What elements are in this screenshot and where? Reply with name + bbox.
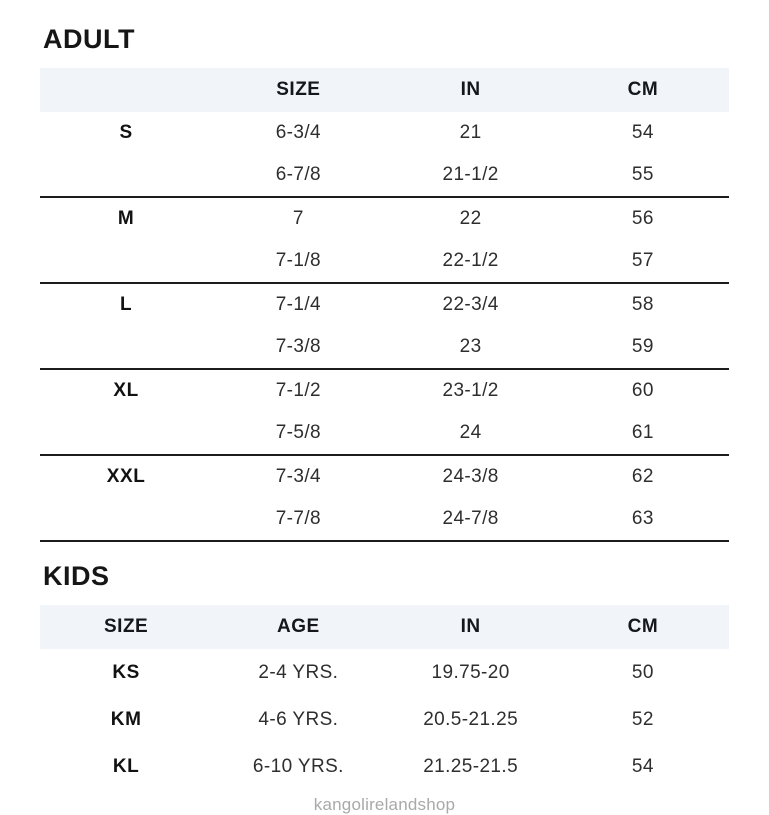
adult-table-value-cell: 23 bbox=[385, 326, 557, 369]
adult-col-in: IN bbox=[385, 68, 557, 112]
adult-table-value-cell: 24-7/8 bbox=[385, 498, 557, 541]
adult-table-value-cell: 7-3/8 bbox=[212, 326, 384, 369]
kids-col-age: AGE bbox=[212, 605, 384, 649]
adult-table-size-label-cell: S bbox=[119, 122, 133, 143]
adult-table-row bbox=[40, 154, 729, 197]
adult-table-size-label-cell bbox=[40, 498, 212, 541]
kids-table-size-label-cell: KS bbox=[112, 661, 140, 683]
kids-col-in: IN bbox=[385, 605, 557, 649]
adult-table-value-cell: 55 bbox=[557, 154, 729, 197]
adult-table-value-cell: 57 bbox=[557, 240, 729, 283]
kids-table-value-cell: 52 bbox=[631, 708, 654, 730]
adult-table-value-cell: 21-1/2 bbox=[385, 154, 557, 197]
adult-table-size-label-cell bbox=[40, 240, 212, 283]
kids-table-value-cell: 21.25-21.5 bbox=[423, 755, 519, 777]
adult-table-value-cell: 6-3/4 bbox=[275, 122, 322, 143]
adult-table-value-cell: 23-1/2 bbox=[442, 380, 499, 401]
kids-table-value-cell: 6-10 YRS. bbox=[252, 755, 344, 777]
kids-table-size-label-cell: KL bbox=[112, 755, 140, 777]
adult-size-table bbox=[40, 68, 729, 542]
adult-table-size-label-cell: XXL bbox=[106, 466, 146, 487]
adult-table-row bbox=[40, 498, 729, 541]
adult-table-value-cell: 7-5/8 bbox=[212, 412, 384, 455]
adult-table-body bbox=[40, 112, 729, 541]
adult-table-value-cell: 60 bbox=[631, 380, 654, 401]
adult-table-size-label-cell bbox=[40, 154, 212, 197]
kids-table-value-cell: 2-4 YRS. bbox=[258, 661, 339, 683]
adult-table-value-cell: 61 bbox=[557, 412, 729, 455]
adult-table-value-cell: 21 bbox=[459, 122, 482, 143]
adult-table-row bbox=[40, 369, 729, 412]
adult-col-size: SIZE bbox=[212, 68, 384, 112]
kids-table-value-cell: 50 bbox=[631, 661, 654, 683]
adult-table-value-cell: 7-1/2 bbox=[275, 380, 322, 401]
adult-table-size-label-cell: L bbox=[120, 294, 133, 315]
adult-table-value-cell: 7-1/4 bbox=[275, 294, 322, 315]
kids-section-title: KIDS bbox=[43, 561, 110, 591]
adult-table-value-cell: 58 bbox=[631, 294, 654, 315]
kids-table-row bbox=[40, 696, 729, 743]
kids-table-value-cell: 19.75-20 bbox=[431, 661, 510, 683]
adult-table-value-cell: 59 bbox=[557, 326, 729, 369]
adult-table-value-cell: 62 bbox=[631, 466, 654, 487]
adult-table-row bbox=[40, 326, 729, 369]
adult-col-blank bbox=[40, 68, 212, 112]
adult-section bbox=[40, 24, 729, 542]
adult-section-title: ADULT bbox=[43, 24, 135, 54]
kids-table-header bbox=[40, 605, 729, 649]
adult-table-row bbox=[40, 455, 729, 498]
adult-table-size-label-cell: M bbox=[117, 208, 135, 229]
adult-table-value-cell: 24-3/8 bbox=[442, 466, 499, 487]
adult-table-row bbox=[40, 283, 729, 326]
kids-table-row bbox=[40, 649, 729, 696]
adult-table-value-cell: 22-1/2 bbox=[385, 240, 557, 283]
adult-col-cm: CM bbox=[557, 68, 729, 112]
watermark: kangolirelandshop bbox=[313, 795, 456, 814]
adult-table-row bbox=[40, 112, 729, 154]
kids-header-row bbox=[40, 605, 729, 649]
adult-header-row bbox=[40, 68, 729, 112]
adult-table-header bbox=[40, 68, 729, 112]
adult-table-value-cell: 6-7/8 bbox=[212, 154, 384, 197]
kids-table-size-label-cell: KM bbox=[110, 708, 142, 730]
adult-table-value-cell: 54 bbox=[631, 122, 654, 143]
adult-table-value-cell: 22 bbox=[459, 208, 482, 229]
adult-table-value-cell: 7 bbox=[292, 208, 304, 229]
adult-table-row bbox=[40, 197, 729, 240]
adult-table-size-label-cell bbox=[40, 412, 212, 455]
kids-table-row bbox=[40, 743, 729, 790]
adult-table-size-label-cell: XL bbox=[113, 380, 139, 401]
kids-table-value-cell: 20.5-21.25 bbox=[423, 708, 519, 730]
kids-size-table bbox=[40, 605, 729, 790]
adult-table-row bbox=[40, 412, 729, 455]
adult-table-value-cell: 22-3/4 bbox=[442, 294, 499, 315]
adult-table-value-cell: 56 bbox=[631, 208, 654, 229]
adult-table-value-cell: 7-3/4 bbox=[275, 466, 322, 487]
kids-col-size: SIZE bbox=[40, 605, 212, 649]
adult-table-value-cell: 7-1/8 bbox=[212, 240, 384, 283]
kids-section bbox=[40, 561, 729, 790]
kids-table-value-cell: 4-6 YRS. bbox=[258, 708, 339, 730]
adult-table-value-cell: 24 bbox=[385, 412, 557, 455]
kids-table-value-cell: 54 bbox=[631, 755, 654, 777]
adult-table-row bbox=[40, 240, 729, 283]
adult-table-value-cell: 7-7/8 bbox=[212, 498, 384, 541]
adult-table-size-label-cell bbox=[40, 326, 212, 369]
adult-table-value-cell: 63 bbox=[557, 498, 729, 541]
kids-col-cm: CM bbox=[557, 605, 729, 649]
